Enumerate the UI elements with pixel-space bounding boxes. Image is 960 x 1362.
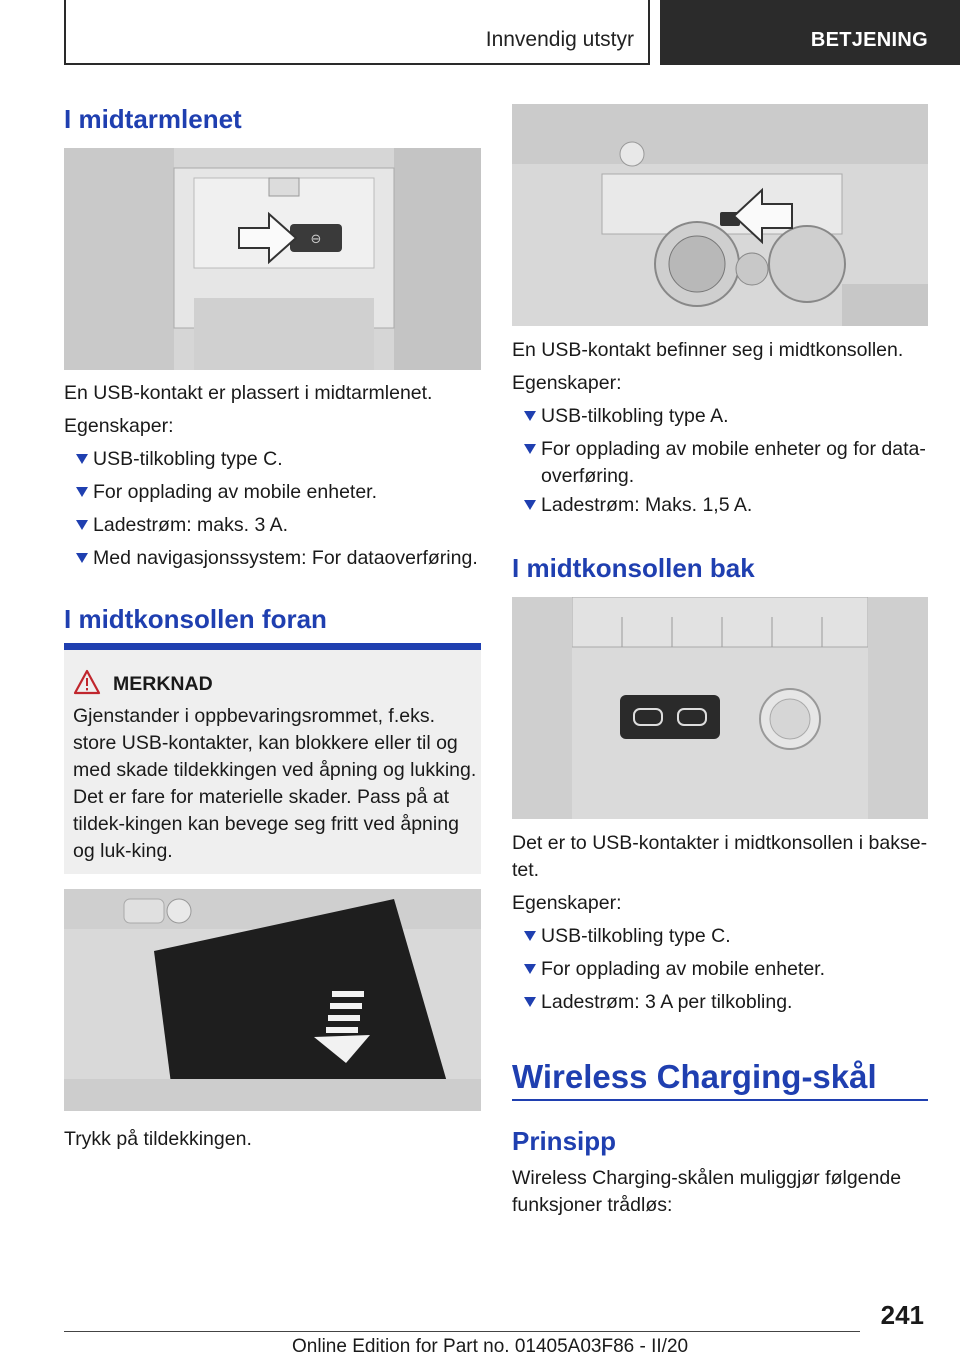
bullet-icon: [524, 964, 536, 974]
notice-title: MERKNAD: [113, 673, 213, 695]
heading-armrest: I midtarmlenet: [64, 104, 242, 134]
armrest-props-label: Egenskaper:: [64, 415, 174, 437]
chapter-tab: [660, 0, 960, 65]
bullet-icon: [524, 500, 536, 510]
bullet-icon: [524, 931, 536, 941]
cover-press-caption: Trykk på tildekkingen.: [64, 1128, 252, 1150]
rear-console-item: Ladestrøm: 3 A per tilkobling.: [541, 991, 793, 1013]
front-console-props-label: Egenskaper:: [512, 372, 622, 394]
heading-rear-console: I midtkonsollen bak: [512, 553, 755, 583]
bullet-icon: [524, 444, 536, 454]
footer-edition: Online Edition for Part no. 01405A03F86 - II/20: [292, 1336, 689, 1357]
rear-console-item: For opplading av mobile enheter.: [541, 958, 826, 980]
wireless-text: Wireless Charging-skålen muliggjør følgende funksjoner trådløs:: [512, 1167, 902, 1216]
front-console-item: USB-tilkobling type A.: [541, 405, 729, 427]
cover-press-photo: [64, 889, 481, 1111]
rear-console-props-label: Egenskaper:: [512, 892, 622, 914]
notice-accent-bar: [64, 643, 481, 650]
bullet-icon: [76, 454, 88, 464]
armrest-usb-photo: [64, 148, 481, 370]
front-console-usb-photo: [512, 104, 928, 326]
armrest-item: Ladestrøm: maks. 3 A.: [93, 514, 289, 536]
front-console-item: Ladestrøm: Maks. 1,5 A.: [541, 494, 753, 516]
svg-text:⊖: ⊖: [310, 232, 322, 247]
bullet-icon: [76, 487, 88, 497]
footer-rule: [64, 1331, 860, 1332]
warning-icon: [73, 669, 101, 695]
heading-wireless-charging: Wireless Charging-skål: [512, 1058, 877, 1095]
armrest-item: Med navigasjonssystem: For dataoverføring.: [93, 547, 478, 569]
armrest-item: USB-tilkobling type C.: [93, 448, 283, 470]
header-frame: [64, 0, 650, 65]
heading-principle: Prinsipp: [512, 1126, 617, 1156]
rear-console-usb-photo: [512, 597, 928, 819]
heading-rule: [512, 1099, 928, 1101]
armrest-caption: En USB-kontakt er plassert i midtarmlenet.: [64, 382, 433, 404]
rear-console-caption: Det er to USB-kontakter i midtkonsollen i bakse-tet.: [512, 832, 928, 881]
front-console-caption: En USB-kontakt befinner seg i midtkonsollen.: [512, 339, 904, 361]
bullet-icon: [76, 520, 88, 530]
section-title: Innvendig utstyr: [485, 28, 634, 51]
chapter-tab-label: BETJENING: [810, 29, 928, 51]
page-number: 241: [880, 1300, 924, 1330]
bullet-icon: [524, 411, 536, 421]
armrest-item: For opplading av mobile enheter.: [93, 481, 378, 503]
notice-text: Gjenstander i oppbevaringsrommet, f.eks. store USB-kontakter, kan blokkere eller til og med skade tildekkingen ved åpning og lukking. Det er fare for materielle skader. Pass på at tildek-kingen kan bevege seg fritt ved åpning og luk-king.: [73, 705, 477, 862]
heading-front-console: I midtkonsollen foran: [64, 604, 327, 634]
front-console-item: For opplading av mobile enheter og for data-overføring.: [541, 438, 926, 487]
bullet-icon: [524, 997, 536, 1007]
bullet-icon: [76, 553, 88, 563]
rear-console-item: USB-tilkobling type C.: [541, 925, 731, 947]
